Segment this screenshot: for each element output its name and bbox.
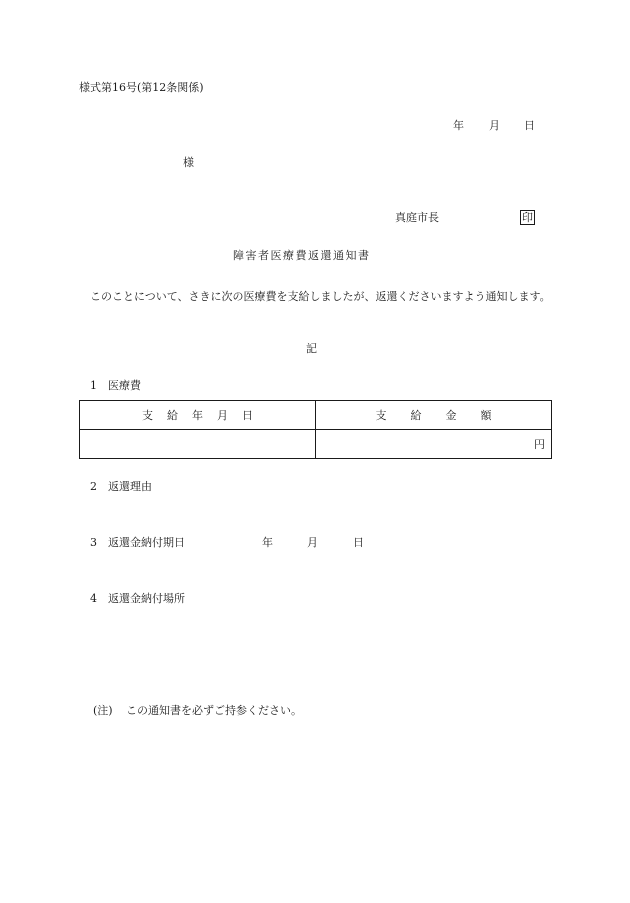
note-text: この通知書を必ずご持参ください。 [126, 704, 302, 717]
section1-label: 1 医療費 [90, 379, 141, 392]
issue-month-label: 月 [489, 119, 500, 132]
yen-unit: 円 [534, 438, 545, 451]
document-title: 障害者医療費返還通知書 [233, 249, 371, 262]
ki-label: 記 [306, 342, 317, 355]
form-number: 様式第16号(第12条関係) [79, 81, 204, 94]
body-paragraph [79, 288, 553, 306]
header-payment-date: 支給年月日 [80, 401, 316, 430]
issue-day-label: 日 [524, 119, 535, 132]
due-month-label: 月 [307, 536, 318, 549]
section2-label: 2 返還理由 [90, 480, 152, 493]
table-header-row [80, 401, 552, 430]
table-row [80, 430, 552, 459]
issue-year-label: 年 [453, 119, 464, 132]
section3-label: 3 返還金納付期日 [90, 536, 185, 549]
expense-table [79, 400, 552, 459]
payment-date-cell [80, 430, 316, 459]
header-payment-amount: 支給金額 [316, 401, 552, 430]
addressee-suffix: 様 [183, 156, 194, 169]
seal-mark [520, 210, 535, 225]
payment-amount-cell [316, 430, 552, 459]
issuer-title: 真庭市長 [395, 211, 439, 224]
due-day-label: 日 [353, 536, 364, 549]
due-year-label: 年 [262, 536, 273, 549]
seal-box: 印 [522, 211, 533, 224]
body-text: このことについて、さきに次の医療費を支給しましたが、返還くださいますよう通知します。 [90, 290, 551, 303]
section4-label: 4 返還金納付場所 [90, 592, 185, 605]
note-mark: (注) [93, 704, 113, 717]
